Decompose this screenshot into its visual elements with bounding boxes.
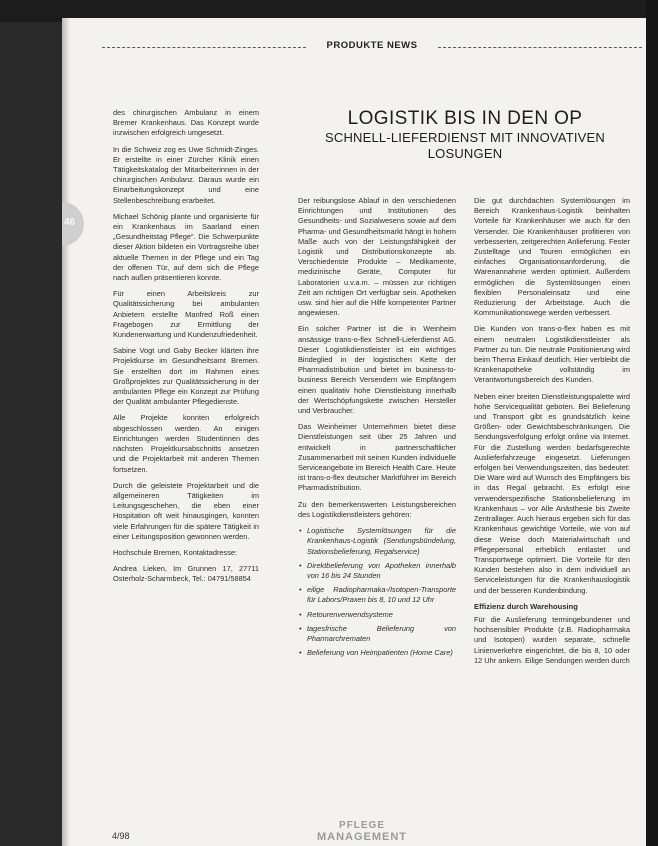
- magazine-page: [62, 18, 646, 846]
- paragraph: Neben einer breiten Dienstleistungspalette wird hohe Servicequalität geboten. Bei Belieferung und Transport gibt es grundsätzlich keine Größen- oder Gewichtsbeschränkungen. Die Sendungsverfolgung erfolgt online via Internet. Für die Zustellung werden bedarfsgerechte Auslieferfahrzeuge eingesetzt. Lieferungen erfolgen bei Verwendungszeiten, das bedeutet: Die Ware wird auf Wunsch des Empfängers bis in das Regal gebracht. Es erfolgt eine verwenderspezifische Stationsbelieferung im Krankenhaus – vor Alle Anästhesie bis Zweite Zentrallager. Auch hieraus ergeben sich für das Krankenhaus gewichtige Vorteile, wie von auf diese Weise doch Materialwirtschaft und Pflegepersonal erheblich entlastet und Transportwege optimiert. Die Vorteile für den Kunden bestehen also in dem individuell an Serviceleistungen für die Krankenhauslogistik und der besseren Kundenbindung.: [474, 391, 630, 595]
- paragraph: Michael Schönig plante und organisierte für ein Krankenhaus im Saarland einen „Gesundheitstag Pflege“. Die Schwerpunkte dieser Aktion bildeten ein Vortragsreihe über aktuelle Themen in der Pflege und ein Tag der offenen Tür, auf dem sich die Pflege nach außen präsentieren konnte.: [113, 211, 259, 283]
- paragraph: Hochschule Bremen, Kontaktadresse:: [113, 547, 238, 557]
- page-fold-shadow: [62, 18, 70, 846]
- running-head-rule-right: [438, 47, 642, 48]
- scan-border-right: [646, 0, 658, 846]
- list-item: • tagesfrische Belieferung von Pharmarchrematen: [298, 624, 456, 644]
- paragraph: Die Kunden von trans-o-flex haben es mit einem neutralen Logistikdienstleister als Partner zu tun. Die neutrale Positionierung wird beim Thema Einkauf deutlich. Hier verbleibt die Krankenapotheke vollständig im Verantwortungsbereich des Kunden.: [474, 324, 630, 385]
- paragraph: Ein solcher Partner ist die in Weinheim ansässige trans-o-flex Schnell-Lieferdienst AG. Dieser Logistikdienstleister ist ein wichtiges Bindeglied in der logistischen Kette der Pharmadistribution und bietet im business-to-business Bereich Versendern wie Empfängern einen qualitativ hohe Dienstleistung innerhalb der Wertschöpfungskette zwischen Hersteller und Verbraucher.: [298, 324, 456, 416]
- paragraph: Für einen Arbeitskreis zur Qualitätssicherung bei ambulanten Anbietern erstellte Manfred Roß einen Fragebogen zur Ermittlung der Kundenerwartung und Kundenzufriedenheit.: [113, 289, 259, 340]
- magazine-logo: [292, 821, 432, 843]
- list-item: • Logistische Systemlösungen für die Krankenhaus-Logistik (Sendungsbündelung, Stationsbelieferung, Regalservice): [298, 526, 456, 557]
- list-item: • Direktbelieferung von Apotheken innerhalb von 16 bis 24 Stunden: [298, 561, 456, 581]
- contact-address: Andrea Lieken, Im Grunnen 17, 27711 Osterholz-Scharmbeck, Tel.: 04791/58854: [113, 564, 259, 584]
- logo-line-2: MANAGEMENT: [316, 831, 408, 843]
- article-headline: [298, 108, 632, 162]
- running-head-label: PRODUKTE NEWS: [326, 40, 418, 51]
- text-column-3: [474, 196, 630, 672]
- page-number-tab: [62, 202, 84, 246]
- running-head: [102, 40, 642, 54]
- paragraph: Für die Auslieferung termingebundener und hochsensibler Produkte (z.B. Radiopharmaka und Isotopen) wurden separate, schnelle Linienverkehre eingerichtet, die bis 8, 10 oder 12 Uhr ankern. Eilige Sendungen werden durch: [474, 614, 630, 665]
- service-list: [298, 526, 456, 658]
- headline-title: LOGISTIK BIS IN DEN OP: [347, 108, 583, 129]
- paragraph: Sabine Vogt und Gaby Becker klärten ihre Projektkurse im Gesundheitsamt Bremen. Sie erstellten dort im Rahmen eines Großprojektes zur Qualitätssicherung in der ambulanten Pflege ein Konzept zur Prüfung der Qualität ambulanter Pflegedienste.: [113, 346, 259, 407]
- headline-subtitle: SCHNELL-LIEFERDIENST MIT INNOVATIVEN LOSUNGEN: [324, 130, 605, 161]
- paragraph: Der reibungslose Ablauf in den verschiedenen Einrichtungen und Institutionen des Gesundheits- und Sozialwesens sowie auf dem Pharma- und Gesundheitsmarkt hängt in hohem Maße auch von der Leistungsfähigkeit der Logistik und Distributionskonzepte ab. Verschiedenste Produkte – Medikamente, medizinische Geräte, Computer für Laboratorien u.v.a.m. – müssen zur richtigen Zeit am richtigen Ort verfügbar sein. Apotheken usw. sind hier auf die Hilfe kompetenter Partner angewiesen.: [298, 196, 456, 318]
- list-item: • Retourenverwendsysteme: [298, 610, 456, 620]
- paragraph: Die gut durchdachten Systemlösungen im Bereich Krankenhaus-Logistik beinhalten Vorteile für Krankenhäuser wie auch für den Versender. Die Krankenhäuser profitieren von verbesserten, zeitgerechten Anlieferung. Fester Zustelltage und Touren ermöglichen ein einfaches Organisationsanforderung, die Warenannahme werden optimiert. Außerdem ermöglichen die Systemlösungen einen flexiblen Personaleinsatz und eine Reduzierung der Arbeitstage. Auch die Kommunikationswege werden verbessert.: [474, 196, 630, 318]
- text-column-2: [298, 196, 456, 664]
- logo-line-1: PFLEGE: [338, 820, 385, 831]
- paragraph: des chirurgischen Ambulanz in einem Bremer Krankenhaus. Das Konzept wurde inzwischen erfolgreich umgesetzt.: [113, 108, 259, 138]
- section-subhead: Effizienz durch Warehousing: [474, 601, 578, 611]
- paragraph: Durch die geleistete Projektarbeit und die allgemeineren Tätigkeiten im Leitungsgeschehen, die eben einer Hospitation oft weit hinausgingen, konnten viele Erfahrungen für die spätere Tätigkeit in einer Leitungsposition gewonnen werden.: [113, 480, 259, 541]
- paragraph: Das Weinheimer Unternehmen bietet diese Dienstleistungen seit über 25 Jahren und entwickelt in partnerschaftlicher Zusammenarbeit mit seinen Kunden individuelle Serviceangebote im Bereich Health Care. Heute ist trans-o-flex deutscher Marktführer im Bereich Pharmadistribution.: [298, 422, 456, 493]
- page-folio: 4/98: [112, 831, 130, 841]
- list-item: • Belieferung von Heimpatienten (Home Care): [298, 648, 456, 658]
- paragraph: Alle Projekte konnten erfolgreich abgeschlossen werden. An einigen Einrichtungen werden Studentinnen des nächsten Projektkursabschnitts ansetzen und die Projektarbeit mit anderen Themen fortsetzen.: [113, 413, 259, 474]
- paragraph: Zu den bemerkenswerten Leistungsbereichen des Logistikdienstleisters gehören:: [298, 499, 456, 519]
- page-tab-number: 46: [64, 217, 76, 228]
- text-column-1: [113, 108, 259, 591]
- list-item: • eilige Radiopharmaka-/Isotopen-Transporte für Labors/Praxen bis 8, 10 und 12 Uhr: [298, 585, 456, 605]
- paragraph: In die Schweiz zog es Uwe Schmidt-Zinges. Er erstellte in einer Zürcher Klinik einen Tätigkeitskatalog der Mitarbeiterinnen in der chirurgischen Ambulanz. Daraus wurde ein Einarbeitungskonzept und eine Stellenbeschreibung erarbeitet.: [113, 144, 259, 205]
